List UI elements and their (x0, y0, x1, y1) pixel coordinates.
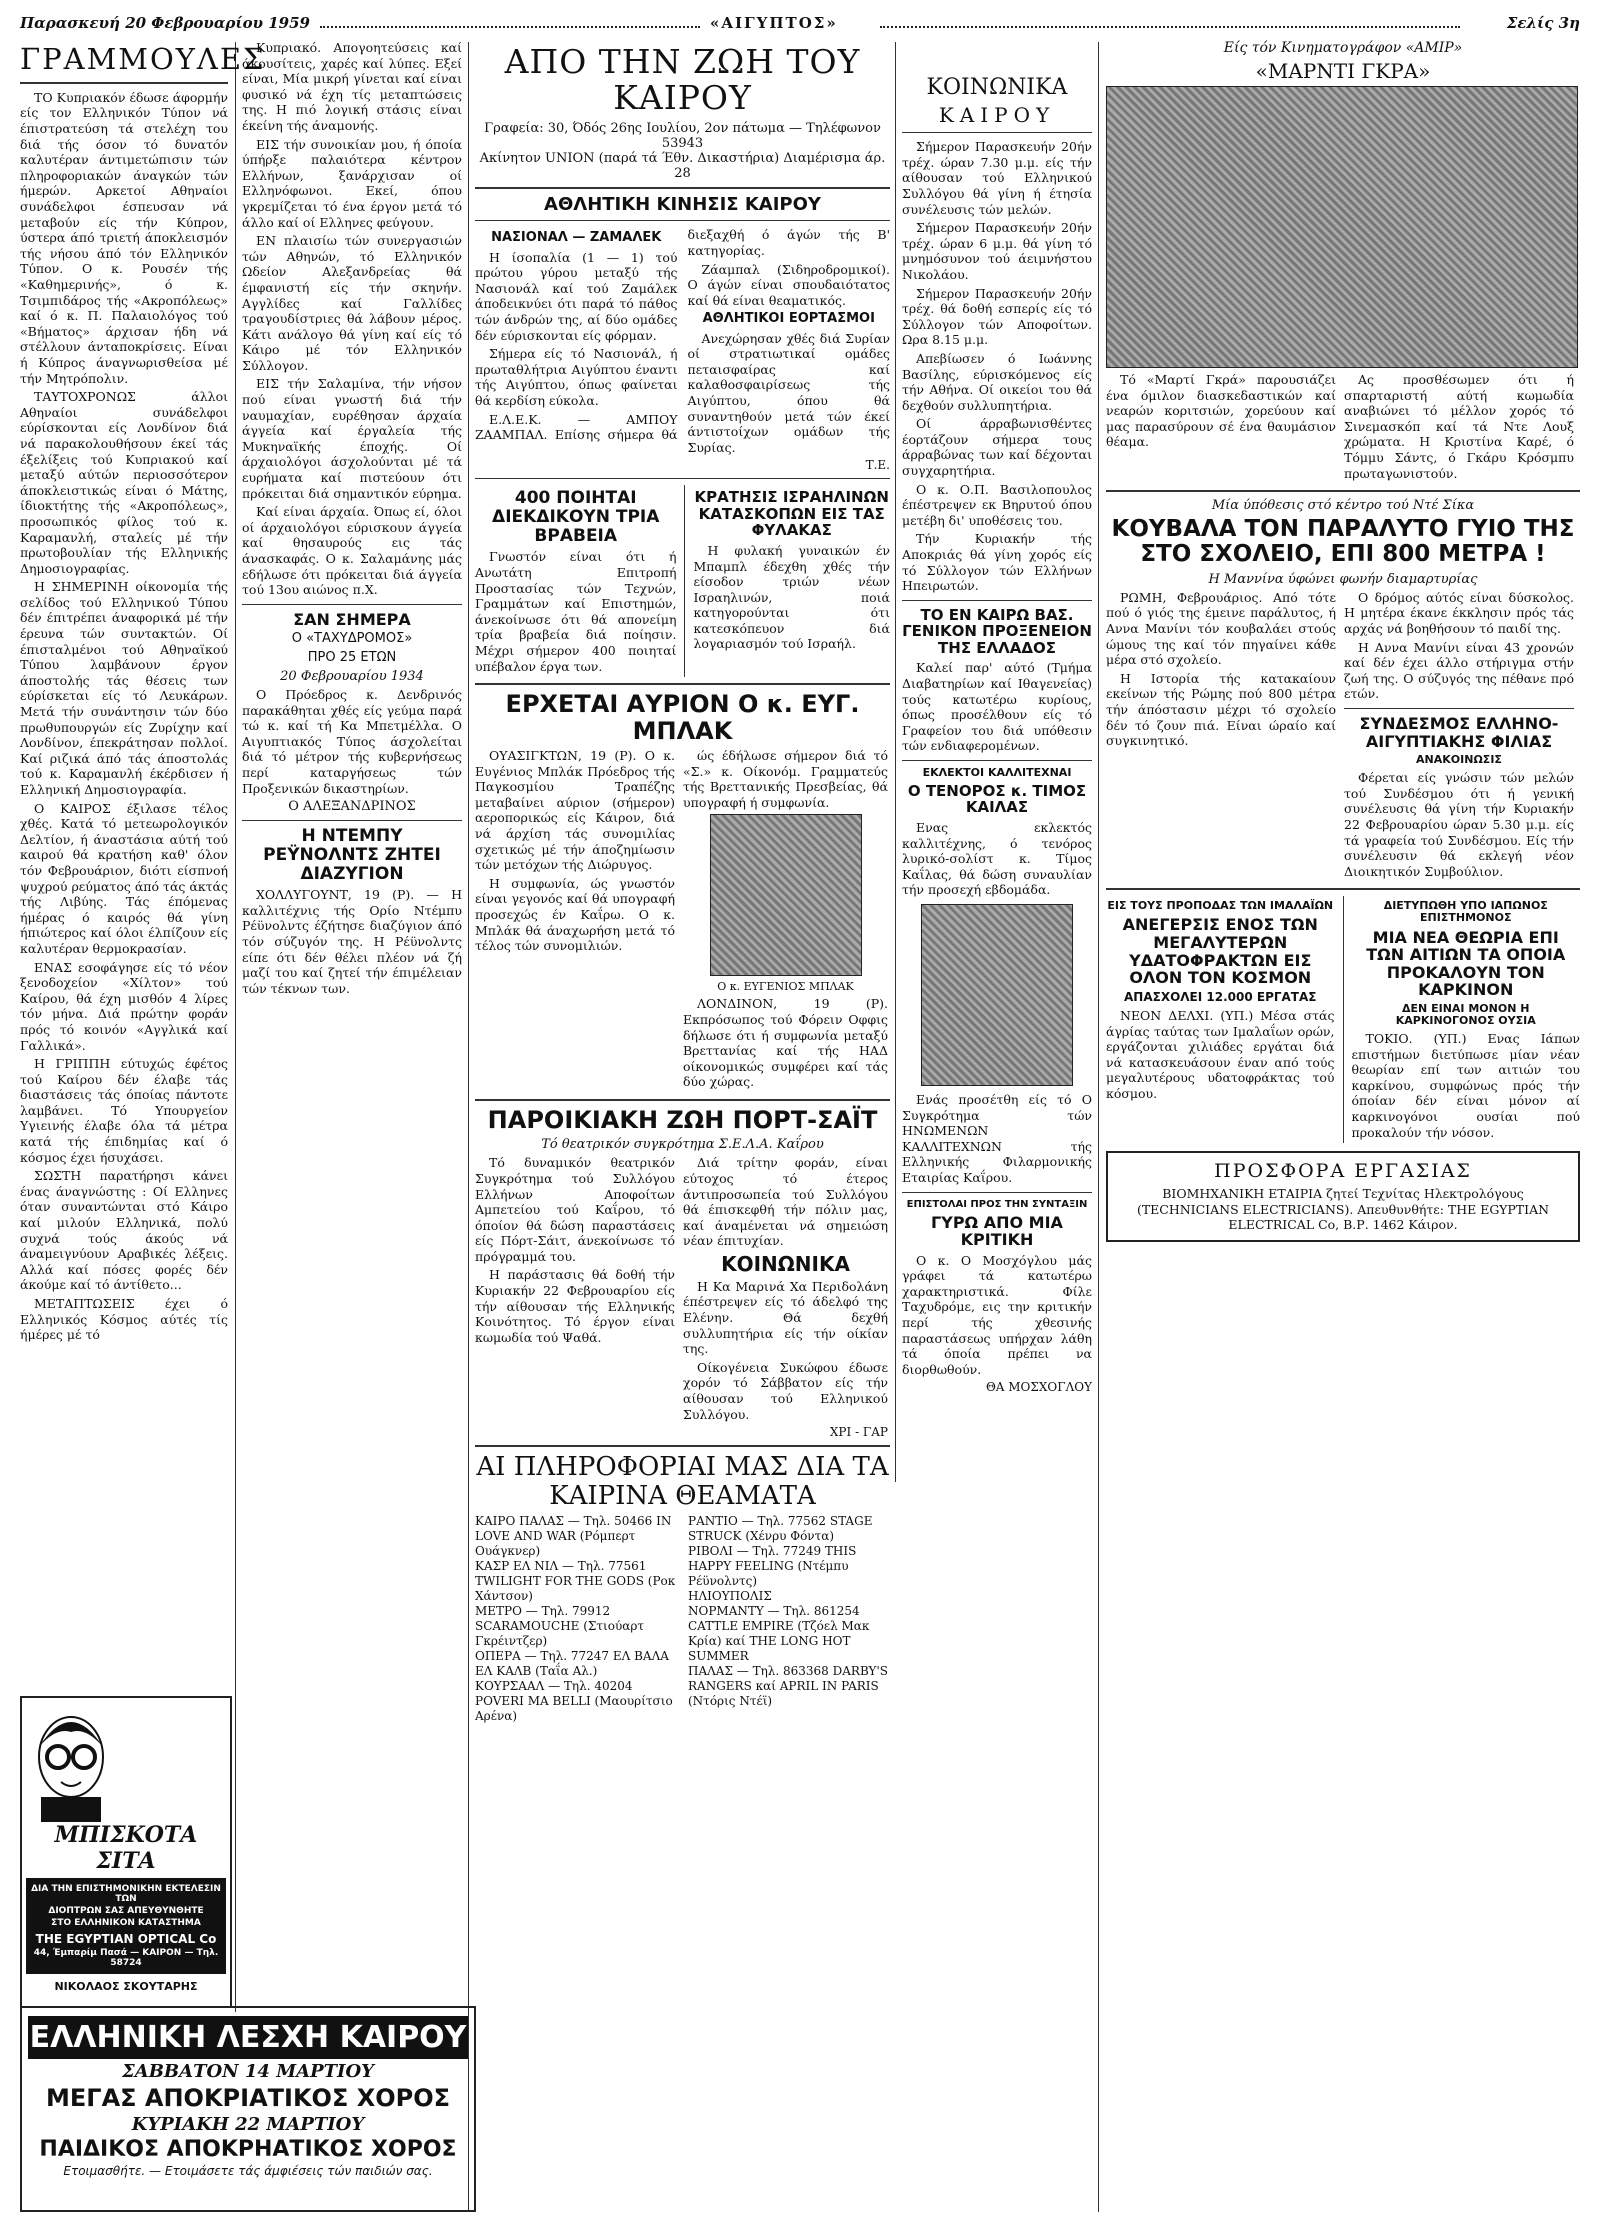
masthead-page: Σελίς 3η (1506, 14, 1580, 32)
theatres-left (475, 1514, 680, 1724)
divider (475, 187, 890, 189)
optical-ad (20, 1696, 232, 2008)
masthead-rule-right (880, 26, 1460, 28)
crime-paragraph: ΡΩΜΗ, Φεβρουάριος. Από τότε πού ό γιός της έμεινε παράλυτος, ή Αννα Μανίνι τόν κουβαλάει στούς ώμους της καί τόν πηγαίνει κάθε μέρα στό σχολείο. (1106, 589, 1336, 668)
sports-signature: Τ.Ε. (865, 458, 890, 473)
social-item: Σήμερον Παρασκευήν 20ήν τρέχ. ώραν 6 μ.μ. θά γίνη τό μνημόσυνον τού άειμνήστου Νικολάου. (902, 220, 1092, 282)
poets-title: 400 ΠΟΙΗΤΑΙ ΔΙΕΚΔΙΚΟΥΝ ΤΡΙΑ ΒΡΑΒΕΙΑ (492, 488, 660, 546)
hellenic-club-line: ΠΑΙΔΙΚΟΣ ΑΠΟΚΡΗΑΤΙΚΟΣ ΧΟΡΟΣ (39, 2137, 457, 2162)
optical-ad-address: 44, Έμπαρίμ Πασά — ΚΑΙΡΟΝ — Τηλ. 58724 (33, 1948, 219, 1968)
divider (242, 820, 462, 821)
column-two-paragraph: ΕΙΣ τήν Σαλαμίνα, τήν νήσον πού είναι γνωστή διά τήν ναυμαχίαν, ευρέθησαν άρχαία άγγεία καί έργαλεία τής Μυκηναϊκής έποχής. Οί άρχαιολόγοι άσχολούνται μέ τά ευρήματα καί πιστεύουν ότι πρόκειται διά σημαντικόν εύρημα. (242, 376, 462, 501)
friendship-title: ΣΥΝΔΕΣΜΟΣ ΕΛΛΗΝΟ-ΑΙΓΥΠΤΙΑΚΗΣ ΦΙΛΙΑΣ (1359, 713, 1559, 751)
grammoules-title: ΓΡΑΜΜΟΥΛΕΣ (20, 42, 266, 76)
divider (475, 1099, 890, 1101)
cancer-title: ΜΙΑ ΝΕΑ ΘΕΩΡΙΑ ΕΠΙ ΤΩΝ ΑΙΤΙΩΝ ΤΑ ΟΠΟΙΑ ΠΡΟΚΑΛΟΥΝ ΤΟΝ ΚΑΡΚΙΝΟΝ (1366, 927, 1566, 1000)
hellenic-club-line: Ετοιμασθήτε. — Ετοιμάσετε τάς άμφιέσεις τών παιδιών σας. (63, 2164, 433, 2178)
masthead-date: Παρασκευή 20 Φεβρουαρίου 1959 (20, 14, 310, 32)
consulate-text: Καλεί παρ' αύτό (Τμήμα Διαβατηρίων καί Ιθαγενείας) τούς κατωτέρω κυρίους, όπως προσέλθουν είς τό Γραφείον του διά υπόθεσιν τών ενδιαφερομένων. (902, 660, 1092, 754)
sports-paragraph: Η ίσοπαλία (1 — 1) τού πρώτου γύρου μεταξύ τής Νασιονάλ καί τού Ζαμάλεκ άποδεικνύει ότι παρά τό πάθος τών άνδρών της, αί δύο ομάδες δέν εύρισκονται είς φόρμαν. (475, 249, 678, 343)
sports-paragraph: Ζάαμπαλ (Σιδηροδρομικοί). Ο άγών είναι σπουδαιότατος καί θά είναι θεαματικός. (687, 261, 890, 308)
column-grammoules (20, 40, 266, 1685)
cancer-sub: ΔΕΝ ΕΙΝΑΙ ΜΟΝΟΝ Η ΚΑΡΚΙΝΟΓΟΝΟΣ ΟΥΣΙΑ (1395, 1001, 1536, 1027)
optical-ad-brand: ΜΠΙΣΚΟΤΑ ΣΙΤΑ (54, 1822, 198, 1874)
debbie-headline: Η ΝΤΕΜΠΥ ΡΕΫΝΟΛΝΤΣ ΖΗΤΕΙ ΔΙΑΖΥΓΙΟΝ (263, 826, 441, 884)
divider (475, 683, 890, 685)
divider (20, 82, 228, 84)
divider (1106, 888, 1580, 890)
koinonika-portsaid-text: Η Κα Μαρινά Χα Περιδολάνη έπέστρεψεν είς τό άδελφό της Ελένην. Θά δεχθή συλλυπητήρια είς τήν οίκίαν της. (683, 1278, 888, 1357)
optical-ad-line: ΔΙΟΠΤΡΩΝ ΣΑΣ ΑΠΕΥΘΥΝΘΗΤΕ (48, 1906, 204, 1916)
sports-paragraph: Ανεχώρησαν χθές διά Συρίαν οί στρατιωτικαί ομάδες πεταισφαίρας καί καλαθοσφαιρίσεως τής Αιγύπτου, όπου θά συναντηθούν μετά τών έκεί άντιστοίχων ομάδων τής Συρίας. (687, 330, 890, 455)
poets-text: Γνωστόν είναι ότι ή Ανωτάτη Επιτροπή Προστασίας τών Τεχνών, Γραμμάτων καί Επιστημών, άνεκοίνωσε ότι θά απονείμη τρία βραβεία διά ποίησιν. Μέχρι σήμερον 400 ποιηταί υπέβαλον έργα των. (475, 549, 677, 674)
social-item: Τήν Κυριακήν τής Αποκριάς θά γίνη χορός είς τό Σύλλογον τών Ελλήνων Ηπειρωτών. (902, 531, 1092, 594)
hellenic-club-ad (20, 2006, 476, 2212)
office-address: Γραφεία: 30, Όδός 26ης Ιουλίου, 2ον πάτωμα — Τηλέφωνον 53943 (484, 120, 881, 151)
cancer-head: ΔΙΕΤΥΠΩΘΗ ΥΠΟ ΙΑΠΩΝΟΣ ΕΠΙΣΤΗΜΟΝΟΣ (1383, 899, 1548, 925)
divider (475, 478, 890, 479)
israel-article (693, 485, 890, 677)
theatre-listing: ΚΟΥΡΣΑΑΛ — Τηλ. 40204 POVERI MA BELLI (Μαουρίτσιο Αρένα) (475, 1679, 673, 1724)
social-item: Ο κ. Ο.Π. Βασιλοπουλος έπέστρεψεν εκ Βηρυτού όπου μετέβη δι' υποθέσεις του. (902, 481, 1092, 528)
black-caption: Ο κ. ΕΥΓΕΝΙΟΣ ΜΠΛΑΚ (717, 980, 854, 994)
hydro-head: ΕΙΣ ΤΟΥΣ ΠΡΟΠΟΔΑΣ ΤΩΝ ΙΜΑΛΑΪΩΝ (1107, 899, 1334, 913)
hellenic-club-title: ΕΛΛΗΝΙΚΗ ΛΕΣΧΗ ΚΑΙΡΟΥ (28, 2016, 468, 2059)
tenor-title: Ο ΤΕΝΟΡΟΣ κ. ΤΙΜΟΣ ΚΑΙΛΑΣ (907, 781, 1087, 817)
friendship-text: Φέρεται είς γνώσιν τών μελών τού Συνδέσμου ότι ή γενική συνέλευσις θά γίνη τήν Κυριακήν 22 Φεβρουαρίου ώραν 5.30 μ.μ. είς τά γραφεία τού Συνδέσμου. Είς τήν συνέλευσιν θά εκλεγή νέον Διοικητικόν Συμβούλιον. (1344, 770, 1574, 879)
man-with-glasses-icon (26, 1702, 116, 1822)
divider (242, 604, 462, 605)
hellenic-club-line: ΜΕΓΑΣ ΑΠΟΚΡΙΑΤΙΚΟΣ ΧΟΡΟΣ (46, 2084, 450, 2112)
column-cairo-life (475, 40, 890, 2190)
divider (902, 600, 1092, 601)
israel-title: ΚΡΑΤΗΣΙΣ ΙΣΡΑΗΛΙΝΩΝ ΚΑΤΑΣΚΟΠΩΝ ΕΙΣ ΤΑΣ ΦΥΛΑΚΑΣ (694, 488, 889, 540)
black-portrait (710, 814, 862, 976)
theatre-listing: ΟΠΕΡΑ — Τηλ. 77247 ΕΛ ΒΑΛΑ ΕΛ ΚΑΛΒ (Ταΐα Αλ.) (475, 1649, 669, 1679)
social-item: Σήμερον Παρασκευήν 20ήν τρέχ. θά δοθή εσπερίς είς τό Σύλλογον τών Αποφοίτων. Ωρα 8.15 μ.μ. (902, 285, 1092, 348)
masthead-rule-left (320, 26, 700, 28)
optical-ad-owner: ΝΙΚΟΛΑΟΣ ΣΚΟΥΤΑΡΗΣ (54, 1980, 198, 1993)
grammoules-paragraph: ΕΝΑΣ εσοφάγησε είς τό νέον ξενοδοχείον «Χίλτον» τού Καίρου, θά έχη μισθόν 4 λίρες τόν μήνα. Διά πρώτην φοράν πρός τό κοινόν «Αγγλικά καί Γαλλικά». (20, 959, 228, 1053)
portsaid-paragraph: Η παράστασις θά δοθή τήν Κυριακήν 22 Φεβρουαρίου είς τήν αίθουσαν τής Ελληνικής Κοινότητος. Τό έργον είναι κωμωδία τού Ψαθά. (475, 1267, 675, 1345)
hydro-title: ΑΝΕΓΕΡΣΙΣ ΕΝΟΣ ΤΩΝ ΜΕΓΑΛΥΤΕΡΩΝ ΥΔΑΤΟΦΡΑΚΤΩΝ ΕΙΣ ΟΛΟΝ ΤΟΝ ΚΟΣΜΟΝ (1122, 915, 1318, 988)
mardi-gras-text: Τό «Μαρτί Γκρά» παρουσιάζει ένα όμιλον διασκεδαστικών καί νεαρών κοριτσιών, χορεύουν καί μας παρασύρουν σέ ένα θαυμάσιον θέαμα. (1106, 372, 1336, 450)
job-offer-title: ΠΡΟΣΦΟΡΑ ΕΡΓΑΣΙΑΣ (1214, 1160, 1472, 1183)
theatre-listing: ΡΑΝΤΙΟ — Τηλ. 77562 STAGE STRUCK (Χένρυ Φόντα) (688, 1514, 873, 1544)
column-two (242, 40, 462, 1995)
column-two-paragraph: ΕΝ πλαισίω τών συνεργασιών τών Αθηνών, τό Ελληνικόν Ωδείον Αλεξανδρείας θά έμφανιστή είς τήν σκηνήν. Αγγλίδες καί Γαλλίδες τραγουδίστριες θά λάβουν μέρος. Κάτι ανάλογο θά γίνη καί είς τό Κάιρο μέ τόν Ελληνικόν Σύλλογον. (242, 233, 462, 373)
letter-text: Ο κ. Ο Μοσχόγλου μάς γράφει τά κατωτέρω χαρακτηριστικά. Φίλε Ταχυδρόμε, εις την κριτικήν περί τής χθεσινής παραστάσεως υπήρχαν λάθη τά όποία πρέπει να διορθωθούν. (902, 1252, 1092, 1377)
crime-paragraph: Ο δρόμος αύτός είναι δύσκολος. Η μητέρα έκανε έκκλησιν πρός τάς αρχάς νά βοηθήσουν τό παιδί της. (1344, 589, 1574, 636)
israel-text: Η φυλακή γυναικών έν Μπαμπλ έδεχθη χθές τήν είσοδον τριών νέων Ισραηλινών, ποιά κατηγορούνται ότι κατεσκόπευον διά λογαριασμόν τού Ισραήλ. (693, 542, 890, 652)
mardi-gras-title: «ΜΑΡΝΤΙ ΓΚΡΑ» (1255, 59, 1431, 83)
crime-intro: Μία ύπόθεσις στό κέντρο τού Ντέ Σίκα (1211, 498, 1475, 514)
cancer-article (1352, 896, 1581, 1143)
portsaid-paragraph: Τό δυναμικόν θεατρικόν Συγκρότημα τού Συλλόγου Ελλήνων Αποφοίτων Αμπετείου τού Καΐρου, τό όποίον θά δώση παραστάσεις είς Πόρτ-Σάιτ, άνεκοίνωσε τό πρόγραμμά του. (475, 1155, 675, 1264)
divider (475, 220, 890, 221)
theatre-listing: ΚΑΣΡ ΕΛ ΝΙΛ — Τηλ. 77561 TWILIGHT FOR THE GODS (Ροκ Χάντσον) (475, 1559, 676, 1604)
column-rule (235, 42, 236, 2012)
crime-sub: Η Μαννίνα ύφώνει φωνήν διαμαρτυρίας (1208, 571, 1478, 587)
amir-intro: Είς τόν Κινηματογράφον «ΑΜΙΡ» (1223, 40, 1463, 56)
koinonika-portsaid-text: Οίκογένεια Συκώφου έδωσε χορόν τό Σάββατον είς τήν αίθουσαν τού Ελληνικού Συλλόγου. (683, 1359, 888, 1422)
sports-head: ΝΑΣΙΟΝΑΛ — ΖΑΜΑΛΕΚ (491, 230, 662, 246)
social-item: Οί άρραβωνισθέντες έορτάζουν σήμερα τους άρραβώνας των καί δέχονται συγχαρητήρια. (902, 416, 1092, 479)
san-simera-date: 20 Φεβρουαρίου 1934 (280, 668, 424, 684)
optical-ad-line: ΔΙΑ ΤΗΝ ΕΠΙΣΤΗΜΟΝΙΚΗΝ ΕΚΤΕΛΕΣΙΝ ΤΩΝ (31, 1884, 221, 1904)
crime-headline: ΚΟΥΒΑΛΑ ΤΟΝ ΠΑΡΑΛΥΤΟ ΓΥΙΟ ΤΗΣ ΣΤΟ ΣΧΟΛΕΙΟ, ΕΠΙ 800 ΜΕΤΡΑ ! (1111, 516, 1575, 568)
black-paragraph: ΟΥΑΣΙΓΚΤΩΝ, 19 (Ρ). Ο κ. Ευγένιος Μπλάκ Πρόεδρος τής Παγκοσμίου Τραπέζης μεταβαίνει αύριον (σήμερον) αεροπορικώς είς Κάιρον, διά νά άρχίση τάς συνομιλίας σχετικώς μέ τήν άποζημίωσιν τών μετόχων τής Διώρυγος. (475, 748, 675, 873)
sports-head: ΑΘΛΗΤΙΚΟΙ ΕΟΡΤΑΣΜΟΙ (702, 311, 875, 327)
crime-paragraph: Η Ιστορία τής κατακαίουν εκείνων τής Ρώμης πού 800 μέτρα τήν άπόστασιν μέχρι τό σχολείο δέν τό ζουν πιά. Είναι ώραίο καί συγκινητικό. (1106, 670, 1336, 749)
hellenic-club-line: ΚΥΡΙΑΚΗ 22 ΜΑΡΤΙΟΥ (131, 2114, 365, 2135)
theatre-listing: ΜΕΤΡΟ — Τηλ. 79912 SCARAMOUCHE (Στιούαρτ Γκρέιντζερ) (475, 1604, 645, 1649)
san-simera-sub: Ο «ΤΑΧΥΔΡΟΜΟΣ» (291, 631, 413, 647)
letter-signature: ΘΑ ΜΟΣΧΟΓΛΟΥ (985, 1380, 1092, 1395)
san-simera-author: Ο ΑΛΕΞΑΝΔΡΙΝΟΣ (288, 799, 416, 815)
social-item: Απεβίωσεν ό Ιωάννης Βασίλης, εύρισκόμενος είς τήν Αθήνα. Οί οικείοι του θά δεχθούν συλλυπητήρια. (902, 350, 1092, 413)
black-paragraph: Η συμφωνία, ώς γνωστόν είναι γεγονός καί θά υπογραφή προσεχώς έν Καΐρω. Ο κ. Μπλάκ θά άναχωρήση μετά τό τέλος τών συνομιλιών. (475, 875, 675, 954)
social-sub: ΚΑΙΡΟΥ (938, 103, 1056, 128)
black-paragraph: ώς έδήλωσε σήμερον διά τό «Σ.» κ. Οίκονόμ. Γραμματεύς τής Βρεττανικής Πρεσβείας, θά υπογραφή ή συμφωνία. (683, 748, 888, 810)
tenor-portrait (921, 904, 1073, 1086)
column-rule (895, 42, 896, 1482)
hellenic-club-line: ΣΑΒΒΑΤΟΝ 14 ΜΑΡΤΙΟΥ (122, 2061, 374, 2082)
theatre-listing: ΡΙΒΟΛΙ — Τηλ. 77249 THIS HAPPY FEELING (Ντέμπυ Ρέϋνολντς) (688, 1544, 857, 1589)
divider (1106, 490, 1580, 492)
social-item: Σήμερον Παρασκευήν 20ήν τρέχ. ώραν 7.30 μ.μ. είς τήν αίθουσαν τού Ελληνικού Συλλόγου θά γίνη ή έτησία συνέλευσις τών μελών. (902, 139, 1092, 217)
theatres-right (688, 1514, 888, 1724)
column-two-paragraph: ΕΙΣ τήν συνοικίαν μου, ή όποία ύπήρξε παλαιότερα κέντρον Ελλήνων, ξανάρχισαν οί Ελληνόφωνοι. Εκεί, όπου γκρεμίζεται τό ένα έργον μετά τό άλλο καί οί Ελληνες φεύγουν. (242, 136, 462, 230)
grammoules-paragraph: ΜΕΤΑΠΤΩΣΕΙΣ έχει ό Ελληνικός Κόσμος αύτές τίς ήμέρες μέ τό (20, 1296, 228, 1343)
theatre-listing: ΠΑΛΑΣ — Τηλ. 863368 DARBY'S RANGERS καί APRIL IN PARIS (Ντόρις Ντέϊ) (688, 1664, 888, 1709)
crime-paragraph: Η Αννα Μανίνι είναι 43 χρονών καί δέν έχει άλλο στήριγμα στήν ζωή της. Ο σύζυγός της πέθανε πρό ετών. (1344, 639, 1574, 702)
divider (1344, 708, 1574, 709)
newspaper-page (20, 12, 1580, 2212)
consulate-title: ΤΟ ΕΝ ΚΑΙΡΩ ΒΑΣ. ΓΕΝΙΚΟΝ ΠΡΟΞΕΝΕΙΟΝ ΤΗΣ ΕΛΛΑΔΟΣ (902, 605, 1092, 657)
masthead-paper: «ΑΙΓΥΠΤΟΣ» (710, 14, 838, 32)
masthead (20, 12, 1580, 36)
sports-paragraph: Ε.Λ.Ε.Κ. — ΑΜΠΟΥ ΖΑΑΜΠΑΛ. Επίσης σήμερα θά διεξαχθή ό άγών τής Β' κατηγορίας. (475, 227, 890, 443)
black-headline: ΕΡΧΕΤΑΙ ΑΥΡΙΟΝ Ο κ. ΕΥΓ. ΜΠΛΑΚ (505, 690, 860, 745)
portsaid-paragraph: Διά τρίτην φοράν, είναι εύτοχος τό έτερος άντιπροσωπεία τού Συλλόγου θά έπισκεφθή τήν πόλιν μας, καί άναμένεται νά σημειώση νέαν έπιτυχίαν. (683, 1155, 888, 1249)
divider (902, 760, 1092, 761)
tenor-text: Ενας εκλεκτός καλλιτέχνης, ό τενόρος λυρικό-σολίστ κ. Τίμος Καΐλας, θά δώση συναυλίαν τήν προσεχή εβδομάδα. (902, 819, 1092, 898)
san-simera-sub: ΠΡΟ 25 ΕΤΩΝ (307, 649, 397, 665)
portsaid-signature: ΧΡΙ - ΓΑΡ (829, 1425, 888, 1440)
hydro-text: ΝΕΟΝ ΔΕΛΧΙ. (ΥΠ.) Μέσα στάς άγρίας ταύτας των Ιμαλαΐων ορών, εργάζονται χιλιάδες εργάται διά νά κατασκευάσουν έναν από τούς μεγαλυτέρους υδατοφράκτας τού κόσμου. (1106, 1008, 1335, 1101)
koinonika-portsaid-title: ΚΟΙΝΩΝΙΚΑ (721, 1251, 850, 1276)
column-rule (1098, 42, 1099, 2212)
grammoules-paragraph: Ο ΚΑΙΡΟΣ έξιλασε τέλος χθές. Κατά τό μετεωρολογικόν Δελτίον, ή άναστάσια αύτή τού καιρού θά κρατήση καθ' όλον τόν Φεβρουάριον, διότι είσπνοή ψυχρού ρεύματος άπό τάς άκτάς τής Λιβύης. Τάς έπόμενας ήμέρας ό καιρός θά γίνη ήπιώτερος καί όλοι έλπίζουν είς καλυτέραν θερμοκρασίαν. (20, 800, 228, 956)
column-two-paragraph: Καί είναι άρχαία. Όπως εί, όλοι οί άρχαιολόγοι εύρισκουν άγγεία καί θησαυρούς εις τάς άνασκαφάς. Ο κ. Σαλαμάνης μάς εδήλωσε ότι πρόκειται διά άγγεία τού 13ου αιώνος π.Χ. (242, 504, 462, 598)
san-simera-text: Ο Πρόεδρος κ. Δενδρινός παρακάθηται χθές είς γεύμα παρά τώ κ. καί τή Κα Μπετμέλλα. Ο Αιγυπτιακός Τύπος άσχολείται διά τό μέτρον τής κυβερνήσεως περί καταργήσεως τών Προξενικών δικαστηρίων. (242, 686, 462, 796)
column-five (1106, 40, 1580, 2190)
san-simera-title: ΣΑΝ ΣΗΜΕΡΑ (293, 609, 411, 629)
social-title: ΚΟΙΝΩΝΙΚΑ (926, 75, 1068, 100)
optical-ad-line: ΣΤΟ ΕΛΛΗΝΙΚΟΝ ΚΑΤΑΣΤΗΜΑ (51, 1918, 201, 1928)
divider (902, 132, 1092, 133)
portsaid-sub: Τό θεατρικόν συγκρότημα Σ.Ε.Λ.Α. Καΐρου (541, 1137, 824, 1153)
artists-head: ΕΚΛΕΚΤΟΙ ΚΑΛΛΙΤΕΧΝΑΙ (922, 765, 1072, 779)
column-two-paragraph: Κυπριακό. Απογοητεύσεις καί άκουσίτεις, χαρές καί λύπες. Εξεί είναι, Μία μικρή γίνεται καί είναι φυσικό νά έχη τίς μεταπτώσεις της. Η πιό λογική στάσις είναι έκείνη τής άναμονής. (242, 40, 462, 133)
job-offer-ad (1106, 1151, 1580, 1242)
grammoules-paragraph: ΤΑΥΤΟΧΡΟΝΩΣ άλλοι Αθηναίοι συνάδελφοι εύρίσκονται είς Λονδίνον διά νά παρακολουθήσουν έκεί τάς έξελίξεις τού Κυπριακού καί μεταξύ αύτών περιοσσότερον άποκλειστικώς είναι ό Μάτης, ίδιοκτήτης τής «Ακροπόλεως», προσωπικός φίλος τού κ. Καραμανλή, σταλείς μέ τήν πρωτοβουλίαν τής Ελληνικής Δημοσιογραφίας. (20, 389, 228, 576)
hydro-sub: ΑΠΑΣΧΟΛΕΙ 12.000 ΕΡΓΑΤΑΣ (1124, 989, 1317, 1004)
office-address: Ακίνητον UNION (παρά τά Έθν. Δικαστήρια) Διαμέρισμα άρ. 28 (479, 150, 886, 181)
mardi-gras-text: Ας προσθέσωμεν ότι ή σπαρταριστή αύτή κωμωδία αναβιώνει τό μέλλον χορός τό Σινεμασκόπ καί τά Ντε Λουξ χρώματα. Η Κριστίνα Καρέ, ό Τόμμυ Σάντς, ό Γκάρυ Κρόσμπυ πρωταγωνιστούν. (1344, 372, 1574, 481)
sports-paragraph: Σήμερα είς τό Νασιονάλ, ή πρωταθλήτρια Αιγύπτου έναντι τής Αιγύπτου, όπως φαίνεται θά κερδίση εύκολα. (475, 346, 678, 409)
letter-head: ΕΠΙΣΤΟΛΑΙ ΠΡΟΣ ΤΗΝ ΣΥΝΤΑΞΙΝ (906, 1198, 1088, 1210)
grammoules-paragraph: Η ΣΗΜΕΡΙΝΗ οίκονομία τής σελίδος τού Ελληνικού Τύπου δέν έπιτρέπει άναφορικά μέ τήν έρευνα τών συντακτών. Οί έπισταλμένοι τού Αθηναϊκού Τύπου λαμβάνουν έργον άποστολής τάς θέσεις των εύρίσκεται είς τό Λευκάρων. Μετά τήν συνάντησιν τών δύο πρωθυπουργών είς Ζυρίχην καί Λονδίνον, έπεκράτησαν πολλοί. Καί ριζικά άπό τάς άποστολάς τού κ. Καραμανλή έκέρδισεν ή Ελληνική Δημοσιογραφία. (20, 579, 228, 798)
portsaid-headline: ΠΑΡΟΙΚΙΑΚΗ ΖΩΗ ΠΟΡΤ-ΣΑΪΤ (487, 1105, 878, 1134)
debbie-text: ΧΟΛΛΥΓΟΥΝΤ, 19 (Ρ). — Η καλλιτέχνις τής Ορίο Ντέμπυ Ρέϋνολντς έζήτησε διαζύγιον άπό τόν σύζυγόν της. Η Ρέϋνολντς είπε ότι δέν θέλει πλέον νά ζή μαζί του καί ζητεί τήν έπιμέλειαν τών τέκνων των. (242, 887, 462, 996)
sports-title: ΑΘΛΗΤΙΚΗ ΚΙΝΗΣΙΣ ΚΑΙΡΟΥ (544, 193, 821, 215)
job-offer-text: ΒΙΟΜΗΧΑΝΙΚΗ ΕΤΑΙΡΙΑ ζητεί Τεχνίτας Ηλεκτρολόγους (TECHNICIANS ELECTRICIANS). Απευθυνθήτε: THE EGYPTIAN ELECTRICAL Co, Β.Ρ. 1462 Κάιρον. (1136, 1186, 1550, 1233)
grammoules-paragraph: ΣΩΣΤΗ παρατήρησι κάνει ένας άναγνώστης : Οί Ελληνες όταν συναντώνται στό Κάιρο καί μιλούν Ελληνικά, πολύ συχνά τούς άκούς νά άναμειγνύουν Αραβικές λέξεις. Αλλά καί πόσες φορές δέν άκούμε καί τό άντίθετο... (20, 1168, 228, 1293)
column-rule (468, 42, 469, 2212)
theatre-listing: ΝΟΡΜΑΝΤΥ — Τηλ. 861254 CATTLE EMPIRE (Τζόελ Μακ Κρία) καί THE LONG HOT SUMMER (688, 1604, 870, 1664)
grammoules-paragraph: ΤΟ Κυπριακόν έδωσε άφορμήν είς τον Ελληνικόν Τύπον νά έπιστρατεύση τά στελέχη του διά τής όσον τό δυνατόν καλυτέραν άντιμετώπισιν τών πληροφοριακών άναγκών τών ήμερών. Αρκετοί Αθηναίοι συνάδελφοι έσπευσαν νά μεταβούν είς τήν Κύπρον, ύστερα άπό τριετή άποκλεισμόν τής νήσου άπό τόν Ελληνικόν Τύπον. Ο κ. Ρουσέν τής «Καθημερινής», ό κ. Τσιμπιδάρος τής «Ακροπόλεως» καί ό κ. Π. Παλαιολόγος τού «Βήματος» άρχισαν ήδη νά στέλλουν άνταποκρίσεις. Είναι ή Κύπρος άναγνωρισθείσα μέ τήν Μητρόπολιν. (20, 89, 228, 386)
divider (902, 1192, 1092, 1193)
friendship-sub: ΑΝΑΚΟΙΝΩΣΙΣ (1416, 753, 1502, 767)
grammoules-paragraph: Η ΓΡΙΠΠΗ εύτυχώς έφέτος τού Καίρου δέν έλαβε τάς διαστάσεις τάς όποίας πάντοτε λαμβάνει. Τό Υπουργείον Υγιεινής έλαβε όλα τά μέτρα κατά τής έπιδημίας καί ό κόσμος έχει ήσυχάσει. (20, 1056, 228, 1165)
theatre-listing: ΚΑΙΡΟ ΠΑΛΑΣ — Τηλ. 50466 IN LOVE AND WAR (Ρόμπερτ Ουάγκνερ) (475, 1514, 672, 1559)
poets-article (475, 485, 676, 677)
theatres-headline: ΑΙ ΠΛΗΡΟΦΟΡΙΑΙ ΜΑΣ ΔΙΑ ΤΑ ΚΑΙΡΙΝΑ ΘΕΑΜΑΤΑ (476, 1452, 889, 1511)
column-social (902, 72, 1092, 2192)
hydro-article (1106, 896, 1335, 1143)
tenor-text: Ενάς προσέτθη είς τό Ο Συγκρότημα τών ΗΝΩΜΕΝΩΝ ΚΑΛΛΙΤΕΧΝΩΝ τής Ελληνικής Φιλαρμονικής Εταιρίας Καΐρου. (902, 1091, 1092, 1185)
letter-title: ΓΥΡΩ ΑΠΟ ΜΙΑ ΚΡΙΤΙΚΗ (931, 1212, 1063, 1250)
divider (475, 1445, 890, 1447)
cairo-life-title: ΑΠΟ ΤΗΝ ΖΩΗ ΤΟΥ ΚΑΙΡΟΥ (504, 42, 861, 118)
cancer-text: ΤΟΚΙΟ. (ΥΠ.) Ενας Ιάπων επιστήμων διετύπωσε μίαν νέαν θεωρίαν επί των αιτιών του καρκίνου, συμφώνως πρός τήν όποίαν δέν είναι μόνον αί καρκινογόνοι ουσίαι πού προκαλούν τήν νόσον. (1351, 1031, 1580, 1140)
mardi-gras-photo (1106, 86, 1578, 368)
optical-ad-shop: THE EGYPTIAN OPTICAL Co (35, 1932, 217, 1946)
black-paragraph: ΛΟΝΔΙΝΟΝ, 19 (Ρ). Εκπρόσωπος τού Φόρειν Οφφις δήλωσε ότι ή συμφωνία μεταξύ Βρεττανίας καί τής ΗΑΔ οίκονομικώς συμφέρει καί τάς δύο χώρας. (683, 996, 888, 1090)
theatre-listing: ΗΛΙΟΥΠΟΛΙΣ (688, 1589, 772, 1604)
